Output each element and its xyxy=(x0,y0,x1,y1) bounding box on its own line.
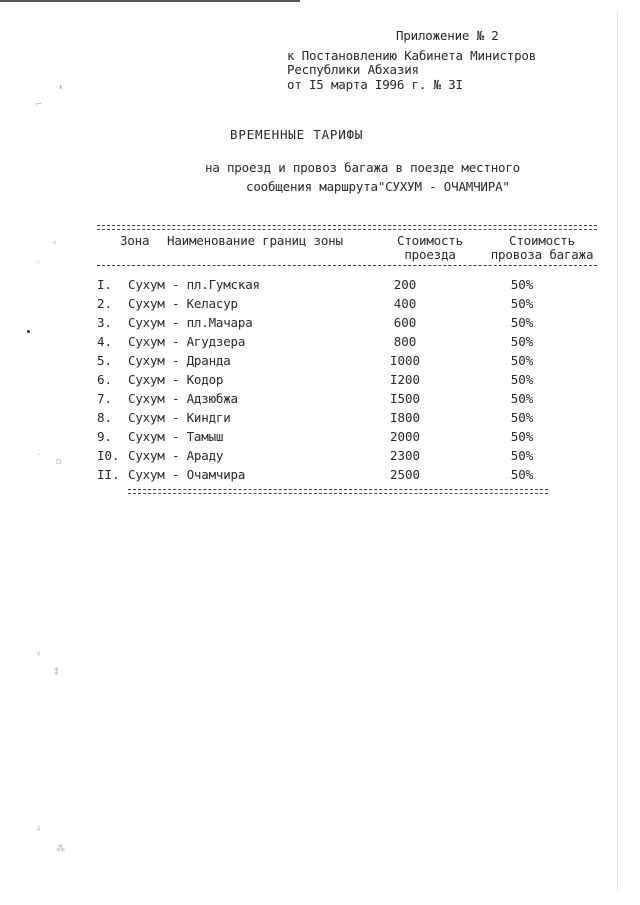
row-baggage-fare: 50% xyxy=(510,448,534,463)
scan-mark: ᵟ xyxy=(36,826,42,836)
document-title: ВРЕМЕННЫЕ ТАРИФЫ xyxy=(230,127,364,142)
row-fare: 400 xyxy=(393,296,417,311)
scan-mark: ⁘ xyxy=(34,258,42,268)
row-fare: 2300 xyxy=(389,448,421,463)
row-zone-name: Сухум - Очамчира xyxy=(128,467,246,482)
row-zone-number: 4. xyxy=(97,334,113,349)
row-zone-number: 5. xyxy=(97,353,113,368)
scan-mark: ⌐ xyxy=(36,100,42,110)
row-fare: 600 xyxy=(393,315,417,330)
row-zone-number: II. xyxy=(97,467,120,482)
row-zone-number: I0. xyxy=(97,448,120,463)
scan-mark: ⁻ xyxy=(36,452,42,462)
header-zone: Зона xyxy=(120,233,150,248)
row-baggage-fare: 50% xyxy=(510,429,534,444)
table-rule-top xyxy=(97,225,597,226)
row-zone-number: 3. xyxy=(97,315,113,330)
row-zone-number: I. xyxy=(97,277,113,292)
row-zone-name: Сухум - Адзюбжа xyxy=(128,391,238,406)
scan-mark: ᵜ xyxy=(58,84,64,94)
table-row xyxy=(0,372,640,391)
row-fare: I500 xyxy=(389,391,421,406)
row-zone-number: 9. xyxy=(97,429,113,444)
row-zone-name: Сухум - Араду xyxy=(128,448,224,463)
table-row xyxy=(0,391,640,410)
scan-mark: ⁑ xyxy=(54,668,59,678)
table-rule-bottom xyxy=(128,489,548,490)
scan-mark: ᵒ xyxy=(52,240,58,250)
scan-mark: ᵞ xyxy=(36,650,42,660)
table-rule-top-2 xyxy=(97,229,597,230)
row-zone-number: 8. xyxy=(97,410,113,425)
row-baggage-fare: 50% xyxy=(510,467,534,482)
row-baggage-fare: 50% xyxy=(510,315,534,330)
row-zone-number: 2. xyxy=(97,296,113,311)
scan-mark: ⌑ xyxy=(56,458,62,468)
table-row xyxy=(0,429,640,448)
table-row xyxy=(0,467,640,486)
row-fare: 2000 xyxy=(389,429,421,444)
appendix-number: Приложение № 2 xyxy=(396,28,499,43)
table-row xyxy=(0,448,640,467)
row-zone-name: Сухум - Тамыш xyxy=(128,429,224,444)
table-row xyxy=(0,353,640,372)
row-baggage-fare: 50% xyxy=(510,334,534,349)
header-zone-name: Наименование границ зоны xyxy=(167,233,343,248)
header-bag-l2: провоза багажа xyxy=(490,247,594,262)
table-rule-bottom-2 xyxy=(128,493,548,494)
row-zone-number: 6. xyxy=(97,372,113,387)
row-zone-name: Сухум - Дранда xyxy=(128,353,231,368)
row-baggage-fare: 50% xyxy=(510,372,534,387)
decree-line-1: к Постановлению Кабинета Министров xyxy=(287,48,537,63)
table-row xyxy=(0,296,640,315)
row-fare: 200 xyxy=(393,277,417,292)
row-baggage-fare: 50% xyxy=(510,353,534,368)
row-zone-number: 7. xyxy=(97,391,113,406)
header-price-l2: проезда xyxy=(404,247,456,262)
row-baggage-fare: 50% xyxy=(510,277,534,292)
row-fare: 800 xyxy=(393,334,417,349)
scan-mark: ⁂ xyxy=(56,844,65,854)
document-subtitle-1: на проезд и провоз багажа в поезде местного xyxy=(205,160,521,175)
row-zone-name: Сухум - Келасур xyxy=(128,296,238,311)
row-fare: 2500 xyxy=(389,467,421,482)
row-zone-name: Сухум - пл.Мачара xyxy=(128,315,253,330)
row-baggage-fare: 50% xyxy=(510,296,534,311)
row-baggage-fare: 50% xyxy=(510,391,534,406)
row-fare: I000 xyxy=(389,353,421,368)
scan-edge-top xyxy=(0,0,300,2)
table-row xyxy=(0,334,640,353)
decree-line-3: от I5 марта I996 г. № 3I xyxy=(287,77,463,92)
row-zone-name: Сухум - Киндги xyxy=(128,410,231,425)
row-zone-name: Сухум - пл.Гумская xyxy=(128,277,260,292)
row-zone-name: Сухум - Кодор xyxy=(128,372,224,387)
table-rule-header xyxy=(97,265,597,266)
table-row xyxy=(0,410,640,429)
header-bag-l1: Стоимость xyxy=(509,233,575,248)
decree-line-2: Республики Абхазия xyxy=(287,62,419,77)
header-price-l1: Стоимость xyxy=(397,233,463,248)
row-fare: I200 xyxy=(389,372,421,387)
table-row xyxy=(0,277,640,296)
document-subtitle-2: сообщения маршрута"СУХУМ - ОЧАМЧИРА" xyxy=(246,179,510,194)
row-baggage-fare: 50% xyxy=(510,410,534,425)
table-row xyxy=(0,315,640,334)
row-fare: I800 xyxy=(389,410,421,425)
row-zone-name: Сухум - Агудзера xyxy=(128,334,246,349)
